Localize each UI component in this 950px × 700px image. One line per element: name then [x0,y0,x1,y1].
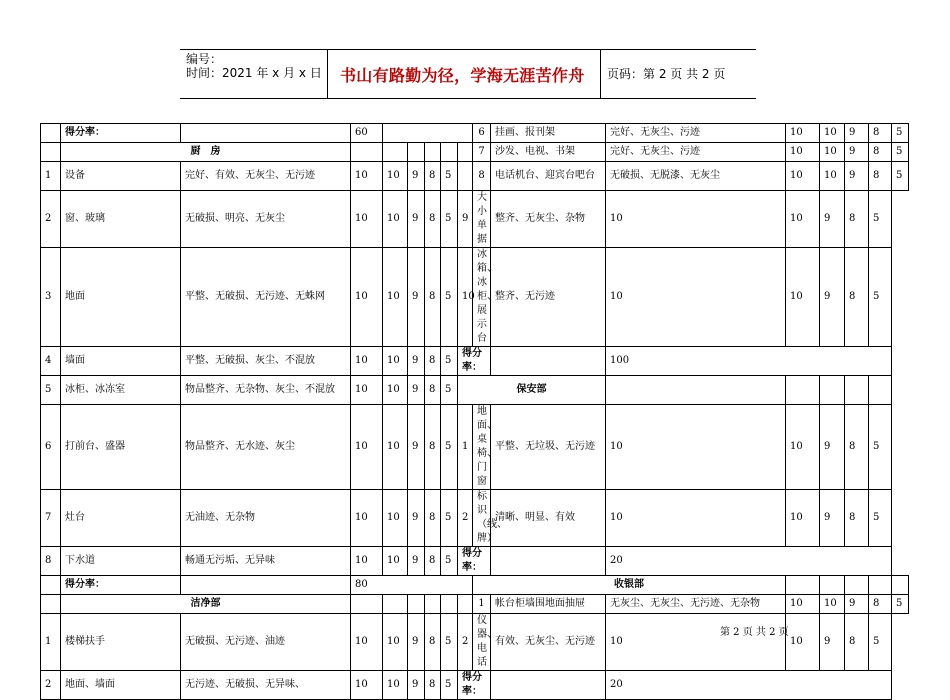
page-footer: 第 2 页 共 2 页 [720,627,789,638]
table-row: 4 墙面 平整、无破损、灰尘、不混放 10 10 9 8 5 得分率： 100 [41,347,909,376]
table-row: 2 地面、墙面 无污迹、无破损、无异味、 10 10 9 8 5 得分率： 20 [41,671,909,700]
header-top-rule [180,49,756,50]
page-label: 页码：第 2 页 共 2 页 [607,67,726,81]
table-row: 3 地面 平整、无破损、无污迹、无蛛网 10 10 9 8 5 10 冰箱、冰柜、展示台 整齐、无污迹 10 10 9 8 5 [41,248,909,347]
table-row: 2 窗、玻璃 无破损、明亮、无灰尘 10 10 9 8 5 9 大小单据 整齐、无灰尘、杂物 10 10 9 8 5 [41,191,909,248]
table-row: 洁净部 1 帐台柜墙围地面抽屉 无灰尘、无灰尘、无污迹、无杂物 10 10 9 8 5 [41,595,909,614]
section-title-cashier: 收银部 [473,576,786,595]
motto: 书山有路勤为径，学海无涯苦作舟 [340,66,585,85]
score-value: 80 [351,576,473,595]
header-bottom-rule [180,98,756,99]
table-row: 7 灶台 无油迹、无杂物 10 10 9 8 5 2 标识（线、牌） 清晰、明显、有效 10 10 9 8 5 [41,490,909,547]
score-value: 100 [606,347,892,376]
table-row: 厨 房 7 沙发、电视、书架 完好、无灰尘、污迹 10 10 9 8 5 [41,143,909,162]
table-row: 8 下水道 畅通无污垢、无异味 10 10 9 8 5 得分率： 20 [41,547,909,576]
score-rate-label: 得分率： [458,547,491,576]
score-rate-label: 得分率： [458,671,491,700]
table-row [41,576,909,595]
table-row: 5 冰柜、冰冻室 物品整齐、无杂物、灰尘、不混放 10 10 9 8 5 保安部 [41,376,909,405]
time-label: 时间：2021 年 x 月 x 日 [186,66,322,80]
score-value: 60 [351,124,383,143]
score-rate-label: 得分率： [458,347,491,376]
section-title-cleaning: 洁净部 [61,595,351,614]
inspection-table [40,123,909,700]
table-row: 得分率： 60 6 挂画、报刊架 完好、无灰尘、污迹 10 10 9 8 5 [41,124,909,143]
score-rate-label: 得分率： [61,124,181,143]
table-row: 1 楼梯扶手 无破损、无污迹、油迹 10 10 9 8 5 2 仪器、电话 有效、无灰尘、无污迹 10 10 9 8 5 [41,614,909,671]
score-value: 20 [606,547,892,576]
table-row: 1 设备 完好、有效、无灰尘、无污迹 10 10 9 8 5 8 电话机台、迎宾台吧台 无破损、无脱漆、无灰尘 10 10 9 8 5 [41,162,909,191]
code-label: 编号： [186,52,223,66]
header-divider-left [327,49,328,99]
header-divider-right [600,49,601,99]
score-value: 20 [606,671,892,700]
section-title-kitchen: 厨 房 [61,143,351,162]
page-header [180,49,756,99]
score-rate-label: 得分率： [61,576,181,595]
table-row: 6 打前台、盛器 物品整齐、无水迹、灰尘 10 10 9 8 5 1 地面、桌椅、门窗 平整、无垃圾、无污迹 10 10 9 8 5 [41,405,909,490]
section-title-security: 保安部 [458,376,606,405]
